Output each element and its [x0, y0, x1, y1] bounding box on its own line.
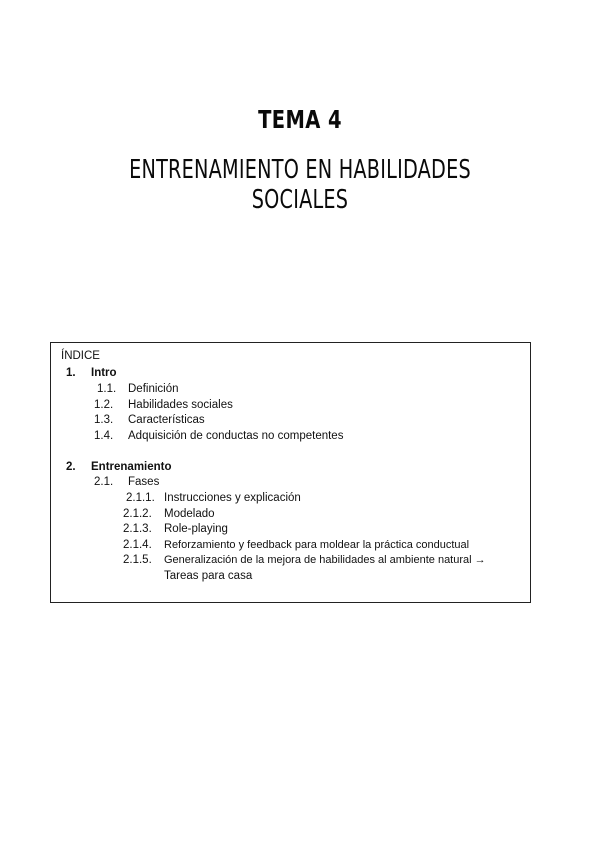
index-item-number: 1.4.	[94, 430, 114, 442]
index-item-number: 2.1.	[94, 476, 114, 488]
index-item-label: Definición	[128, 383, 179, 395]
index-item-number: 1.1.	[97, 383, 117, 395]
index-subitem-label: Modelado	[164, 508, 215, 520]
index-item-number: 1.3.	[94, 414, 114, 426]
index-item-label: Habilidades sociales	[128, 399, 233, 411]
index-subitem-label-continuation: Tareas para casa	[164, 570, 253, 582]
index-subitem-number: 2.1.5.	[123, 554, 152, 566]
index-item-label: Fases	[128, 476, 160, 488]
index-section-label: Intro	[91, 367, 117, 379]
index-subitem-number: 2.1.3.	[123, 523, 152, 535]
index-item-number: 1.2.	[94, 399, 114, 411]
index-subitem-label: Generalización de la mejora de habilidades al ambiente natural →	[164, 554, 486, 566]
index-box	[50, 342, 531, 603]
index-subitem-number: 2.1.4.	[123, 539, 152, 551]
index-section-label: Entrenamiento	[91, 461, 172, 473]
index-subitem-label: Role-playing	[164, 523, 228, 535]
index-subitem-number: 2.1.2.	[123, 508, 152, 520]
index-section-number: 1.	[66, 367, 76, 379]
index-section-number: 2.	[66, 461, 76, 473]
index-heading: ÍNDICE	[61, 350, 100, 362]
index-subitem-label: Instrucciones y explicación	[164, 492, 301, 504]
index-item-label: Características	[128, 414, 205, 426]
index-item-label: Adquisición de conductas no competentes	[128, 430, 344, 442]
index-subitem-label: Reforzamiento y feedback para moldear la práctica conductual	[164, 539, 470, 551]
index-subitem-number: 2.1.1.	[126, 492, 155, 504]
document-title: TEMA 4	[258, 105, 342, 134]
document-subtitle: ENTRENAMIENTO EN HABILIDADES SOCIALES	[129, 155, 471, 215]
